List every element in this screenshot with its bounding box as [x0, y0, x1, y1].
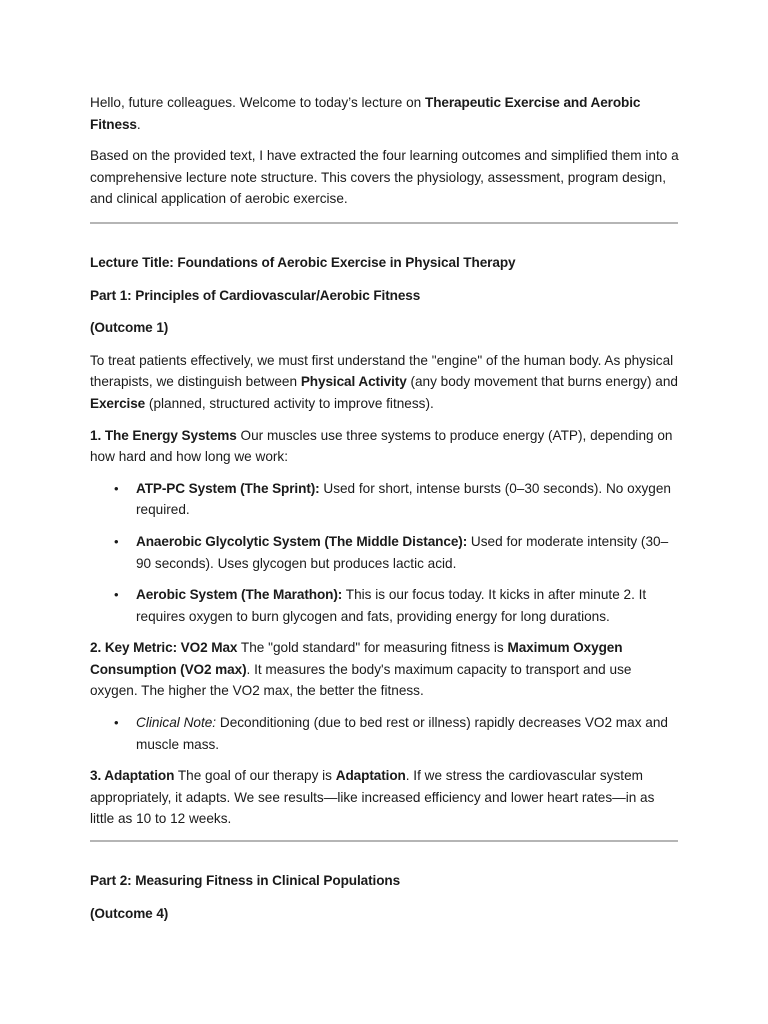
intro-end: . — [136, 116, 141, 132]
adaptation-paragraph — [90, 765, 680, 830]
list-item — [90, 712, 680, 755]
part1-title: Part 1: Principles of Cardiovascular/Aerobic Fitness — [90, 287, 421, 303]
part1-intro-a: To treat patients effectively, we must first understand the "engine" of the human body. As physical therapists, we distinguish between — [90, 352, 674, 390]
energy-systems-text: Our muscles use three systems to produce energy (ATP), depending on how hard and how long we work: — [90, 427, 673, 465]
term-exercise: Exercise — [90, 395, 146, 411]
list-item — [90, 531, 680, 574]
adaptation-heading: 3. Adaptation — [90, 768, 175, 784]
list-item-label: Anaerobic Glycolytic System (The Middle Distance): — [136, 533, 468, 549]
list-item-label: Aerobic System (The Marathon): — [136, 587, 343, 603]
list-item-label: ATP-PC System (The Sprint): — [136, 480, 320, 496]
divider-1 — [90, 222, 678, 224]
adaptation-text-b: . If we stress the cardiovascular system appropriately, it adapts. We see results—like increased efficiency and lower heart rates—in as little as 10 to 12 weeks. — [90, 768, 655, 827]
intro-paragraph — [90, 92, 680, 135]
term-physical-activity: Physical Activity — [300, 374, 407, 390]
bullet-icon: • — [114, 715, 119, 731]
intro-summary: Based on the provided text, I have extracted the four learning outcomes and simplified them into a comprehensive lecture note structure. This covers the physiology, assessment, program design, and clinical application of aerobic exercise. — [90, 148, 679, 207]
adaptation-text-a: The goal of our therapy is — [174, 768, 336, 784]
part2-title: Part 2: Measuring Fitness in Clinical Populations — [90, 873, 401, 889]
part1-intro-c: (planned, structured activity to improve fitness). — [145, 395, 434, 411]
list-item — [90, 584, 680, 627]
list-item-text: This is our focus today. It kicks in after minute 2. It requires oxygen to burn glycogen and fats, providing energy for long durations. — [136, 587, 647, 624]
vo2-paragraph — [90, 637, 680, 702]
bullet-icon: • — [114, 480, 119, 496]
list-item-text: Used for short, intense bursts (0–30 seconds). No oxygen required. — [136, 480, 671, 518]
clinical-note-list — [90, 712, 680, 755]
vo2-heading: 2. Key Metric: VO2 Max — [90, 640, 238, 656]
bullet-icon: • — [114, 533, 119, 549]
part1-intro — [90, 350, 680, 415]
part2-outcome: (Outcome 4) — [90, 905, 169, 921]
adaptation-term: Adaptation — [335, 768, 406, 784]
lecture-title: Lecture Title: Foundations of Aerobic Exercise in Physical Therapy — [90, 254, 516, 270]
clinical-note-label: Clinical Note: — [136, 715, 217, 731]
list-item — [90, 478, 680, 521]
bullet-icon: • — [114, 587, 119, 603]
vo2-text-b: . It measures the body's maximum capacity to transport and use oxygen. The higher the VO2 max, the better the fitness. — [90, 661, 632, 699]
divider-2 — [90, 840, 678, 842]
list-item-text: Used for moderate intensity (30–90 seconds). Uses glycogen but produces lactic acid. — [136, 533, 669, 571]
part1-intro-b: (any body movement that burns energy) and — [406, 374, 678, 390]
document-page — [90, 92, 680, 935]
part1-outcome: (Outcome 1) — [90, 320, 169, 336]
vo2-text-a: The "gold standard" for measuring fitness is — [237, 640, 508, 656]
energy-systems-paragraph — [90, 425, 680, 468]
intro-greeting: Hello, future colleagues. Welcome to today’s lecture on — [90, 95, 425, 110]
energy-systems-list — [90, 478, 680, 628]
energy-systems-heading: 1. The Energy Systems — [90, 427, 237, 443]
vo2-term: Maximum Oxygen Consumption (VO2 max) — [90, 640, 623, 677]
clinical-note-text: Deconditioning (due to bed rest or illness) rapidly decreases VO2 max and muscle mass. — [136, 715, 668, 752]
intro-topic: Therapeutic Exercise and Aerobic Fitness — [90, 95, 641, 132]
